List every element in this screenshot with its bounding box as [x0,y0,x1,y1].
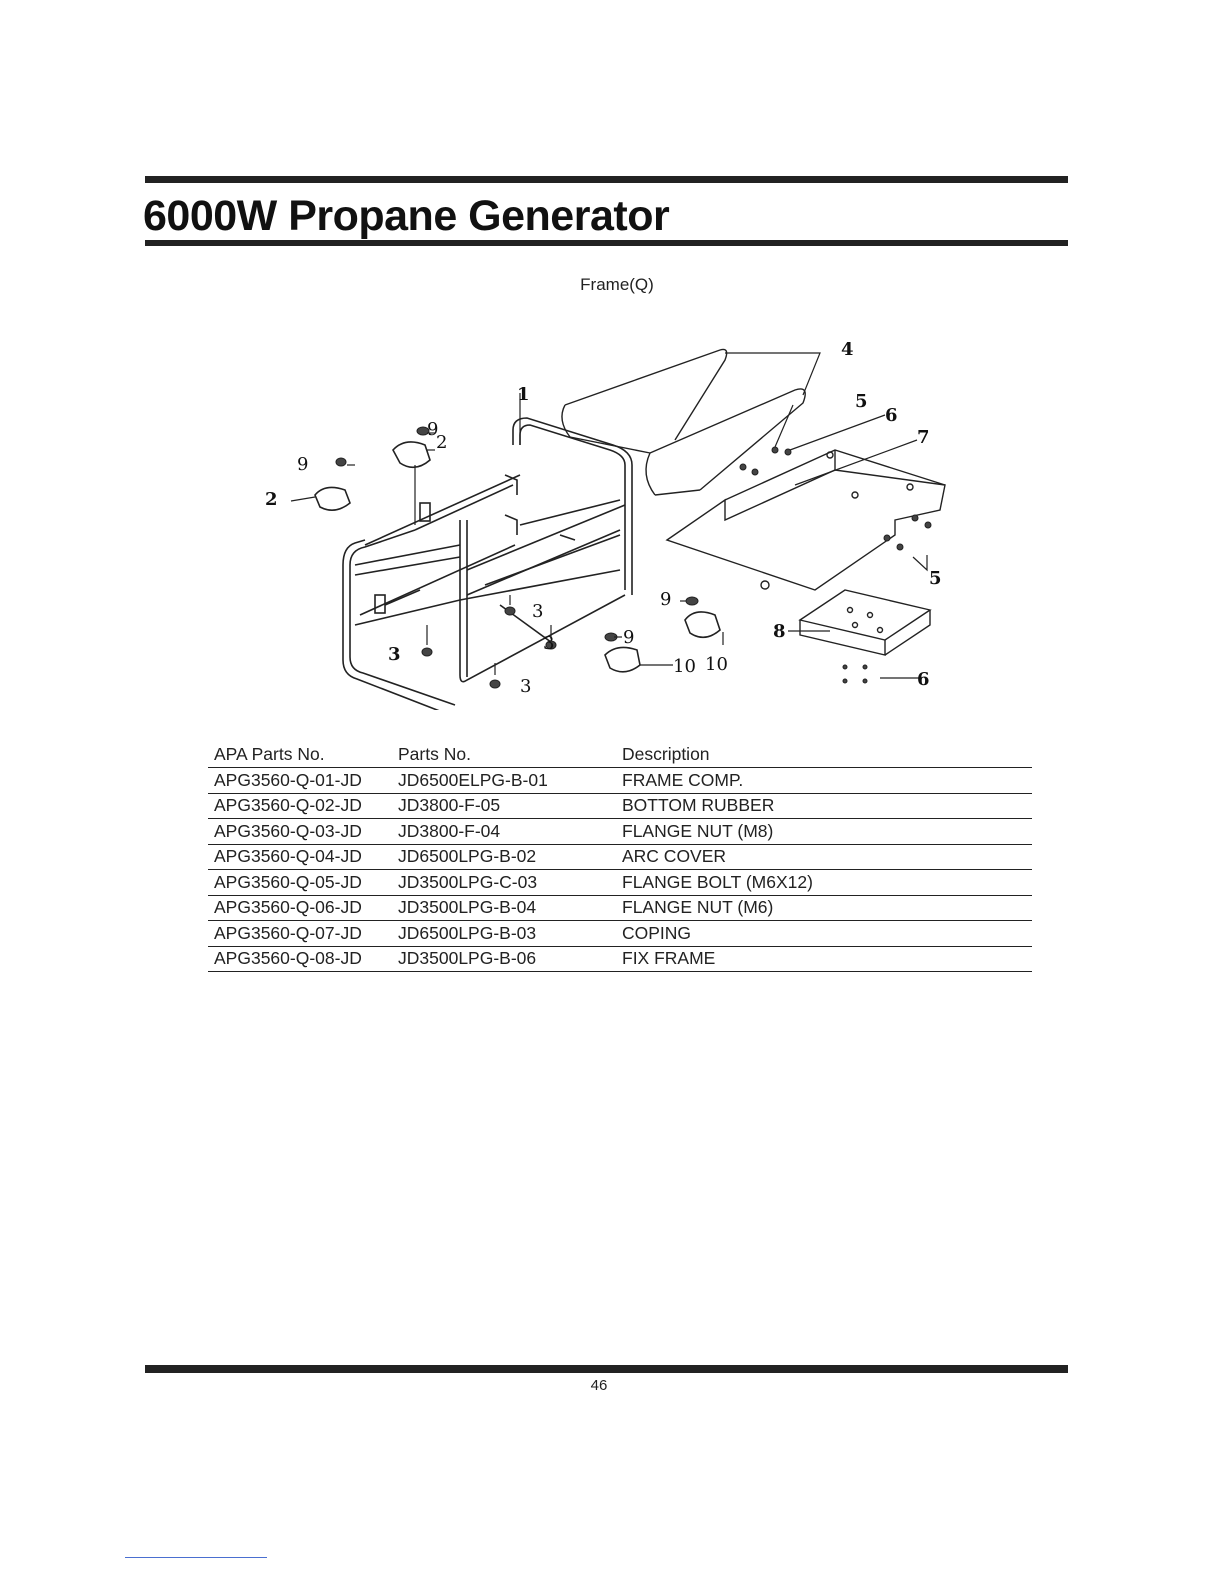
part-description: FIX FRAME [616,946,1032,972]
header-apa-parts-no: APA Parts No. [208,742,392,768]
header-parts-no: Parts No. [392,742,616,768]
callout-3: 3 [543,633,555,654]
arc-cover [562,349,805,495]
part-number: JD3500LPG-C-03 [392,870,616,896]
coping-plate [667,450,945,590]
callout-2: 2 [436,432,448,453]
top-rule [145,176,1068,183]
title-underline [145,240,1068,246]
apa-part-number: APG3560-Q-02-JD [208,793,392,819]
table-row [208,819,1032,845]
callout-3: 3 [388,644,401,665]
part-description: BOTTOM RUBBER [616,793,1032,819]
part-number: JD3500LPG-B-04 [392,895,616,921]
callout-5: 5 [855,391,868,412]
callout-6: 6 [917,669,930,690]
table-header-row [208,742,1032,768]
callout-2: 2 [265,489,278,510]
part-number: JD6500ELPG-B-01 [392,768,616,794]
callout-3: 3 [532,601,544,622]
part-number: JD3800-F-04 [392,819,616,845]
callout-9: 9 [427,419,439,440]
parts-table [208,742,1032,972]
callout-10: 10 [673,656,696,677]
apa-part-number: APG3560-Q-04-JD [208,844,392,870]
section-caption: Frame(Q) [580,275,654,294]
table-row [208,793,1032,819]
part-description: FLANGE BOLT (M6X12) [616,870,1032,896]
apa-part-number: APG3560-Q-01-JD [208,768,392,794]
part-number: JD3800-F-05 [392,793,616,819]
footer-link-underline [125,1557,267,1558]
part-number: JD6500LPG-B-03 [392,921,616,947]
callout-6: 6 [885,405,898,426]
callout-10: 10 [705,654,728,675]
frame-exploded-diagram [255,325,965,710]
table-row [208,844,1032,870]
footer-rule [145,1365,1068,1373]
callout-9: 9 [623,627,635,648]
part-number: JD3500LPG-B-06 [392,946,616,972]
table-row [208,946,1032,972]
callout-9: 9 [297,454,309,475]
callout-9: 9 [660,589,672,610]
fix-frame [800,590,930,655]
header-description: Description [616,742,1032,768]
callout-7: 7 [917,427,930,448]
page-title: 6000W Propane Generator [143,192,670,240]
part-description: COPING [616,921,1032,947]
part-description: FLANGE NUT (M8) [616,819,1032,845]
part-description: FRAME COMP. [616,768,1032,794]
table-row [208,768,1032,794]
frame-tubing [343,418,635,710]
table-row [208,895,1032,921]
mount-parts [315,427,931,688]
table-row [208,870,1032,896]
part-description: ARC COVER [616,844,1032,870]
table-row [208,921,1032,947]
apa-part-number: APG3560-Q-06-JD [208,895,392,921]
apa-part-number: APG3560-Q-05-JD [208,870,392,896]
callout-5: 5 [929,568,942,589]
page-number: 46 [590,1377,608,1394]
leader-lines [291,353,927,678]
part-number: JD6500LPG-B-02 [392,844,616,870]
callout-4: 4 [841,339,854,360]
callout-8: 8 [773,621,786,642]
apa-part-number: APG3560-Q-08-JD [208,946,392,972]
callout-3: 3 [520,676,532,697]
apa-part-number: APG3560-Q-03-JD [208,819,392,845]
part-description: FLANGE NUT (M6) [616,895,1032,921]
callout-1: 1 [517,384,530,405]
apa-part-number: APG3560-Q-07-JD [208,921,392,947]
